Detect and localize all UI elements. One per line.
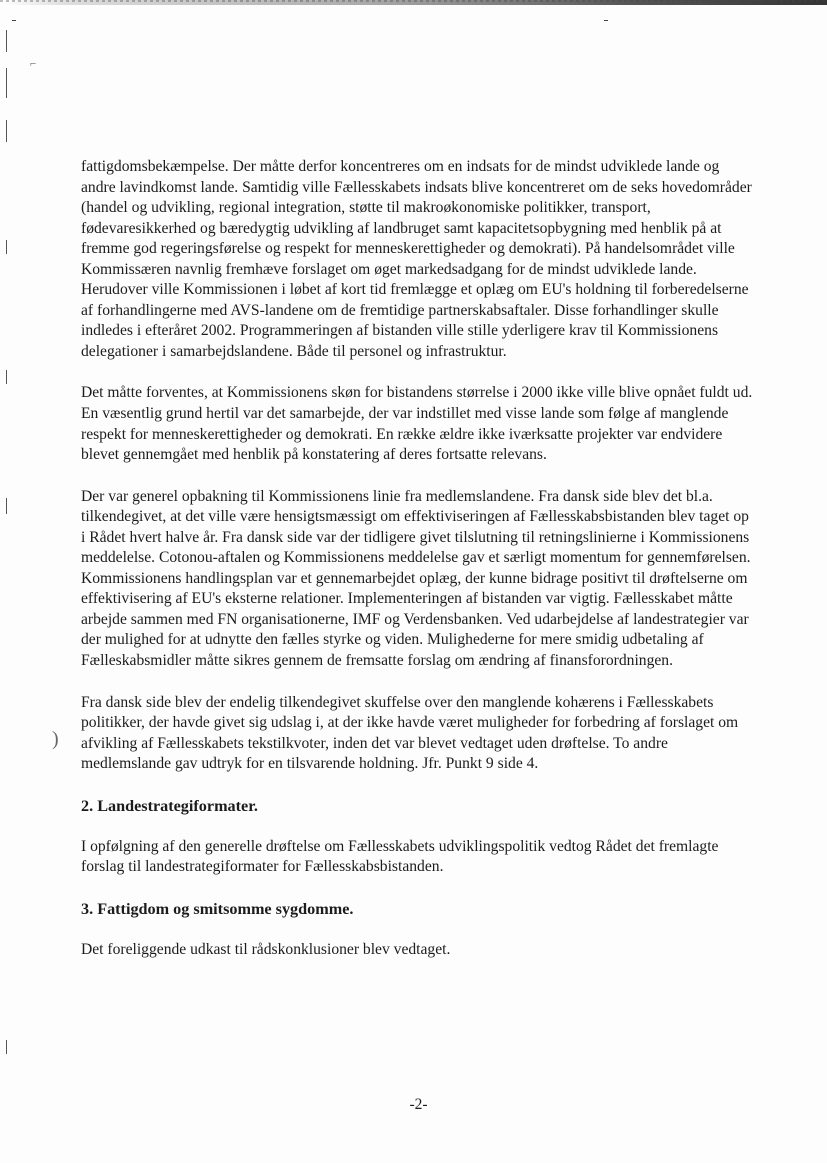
scan-left-edge-mark [6, 498, 7, 514]
scan-punch-mark: ) [52, 728, 59, 750]
section-3-heading: 3. Fattigdom og smitsomme sygdomme. [81, 899, 354, 918]
paragraph-member-support: Der var generel opbakning til Kommissionens linie fra medlemslandene. Fra dansk side blev det bl.a. tilkendegivet, at det ville være hensigtsmæssigt om effektiviseringen af Fællesskabsbistanden blev taget op i Rådet hvert halve år. Fra dansk side var der tidligere givet tilslutning til retningslinierne i Kommissionens meddelelse. Cotonou-aftalen og Kommissionens meddelelse gav et særligt momentum for gennemførelsen. Kommissionens handlingsplan var et gennemarbejdet oplæg, der kunne bidrage positivt til drøftelserne om effektivisering af EU's eksterne relationer. Implementeringen af bistanden var vigtig. Fællesskabet måtte arbejde sammen med FN organisationerne, IMF og Verdensbanken. Ved udarbejdelse af landestrategier var der mulighed for at udnytte den fælles styrke og viden. Mulighederne for mere smidig udbetaling af Fælleskabsmidler måtte sikres gennem de fremsatte forslag om ændring af finansforordningen. [81, 487, 751, 670]
section-2-heading: 2. Landestrategiformater. [81, 796, 258, 815]
scan-tick [604, 20, 608, 21]
scan-left-edge-mark [6, 240, 7, 254]
section-2-body: I opfølgning af den generelle drøftelse om Fællesskabets udviklingspolitik vedtog Rådet det fremlagte forslag til landestrategiformater for Fællesskabsbistanden. [81, 837, 719, 876]
paragraph-poverty-focus: fattigdomsbekæmpelse. Der måtte derfor koncentreres om en indsats for de mindst udviklede lande og andre lavindkomst lande. Samtidig ville Fællesskabets indsats blive koncentreret om de seks hovedområder (handel og udvikling, regional integration, støtte til makroøkonomiske politikker, transport, fødevaresikkerhed og bæredygtig udvikling af landbruget samt kapacitetsopbygning med henblik på at fremme god regeringsførelse og respekt for menneskerettigheder og demokrati). På handelsområdet ville Kommissæren navnlig fremhæve forslaget om øget markedsadgang for de mindst udviklede lande. Herudover ville Kommissionen i løbet af kort tid fremlægge et oplæg om EU's holdning til forberedelserne af forhandlingerne med AVS-landene om de fremtidige partnerskabsaftaler. Disse forhandlinger skulle indledes i efteråret 2002. Programmeringen af bistanden ville stille yderligere krav til Kommissionens delegationer i samarbejdslandene. Både til personel og infrastruktur. [81, 158, 752, 360]
paragraph-assistance-estimate: Det måtte forventes, at Kommissionens skøn for bistandens størrelse i 2000 ikke ville blive opnået fuldt ud. En væsentlig grund hertil var det samarbejde, der var indstillet med visse lande som følge af manglende respekt for menneskerettigheder og demokrati. En række ældre ikke iværksatte projekter var endvidere blevet gennemgået med henblik på konstatering af deres fortsatte relevans. [81, 384, 753, 464]
scan-left-edge-mark [6, 120, 7, 142]
scan-mark: ⌐ [30, 58, 37, 70]
scan-left-edge-mark [6, 1040, 7, 1054]
scan-top-dash [0, 0, 827, 2]
section-3-body: Det foreliggende udkast til rådskonklusioner blev vedtaget. [81, 940, 451, 958]
scan-left-edge-mark [6, 370, 7, 384]
scan-left-edge-mark [6, 68, 7, 98]
paragraph-coherence: Fra dansk side blev der endelig tilkendegivet skuffelse over den manglende kohærens i Fællesskabets politikker, der havde givet sig udslag i, at der ikke havde været muligheder for forbedring af forslaget om afvikling af Fællesskabets tekstilkvoter, inden det var blevet vedtaget uden drøftelse. To andre medlemslande gav udtryk for en tilsvarende holdning. Jfr. Punkt 9 side 4. [81, 693, 739, 773]
scan-left-edge-mark [6, 30, 7, 52]
document-body [81, 157, 757, 960]
page-number: -2- [409, 1096, 428, 1113]
scan-tick [12, 20, 16, 21]
